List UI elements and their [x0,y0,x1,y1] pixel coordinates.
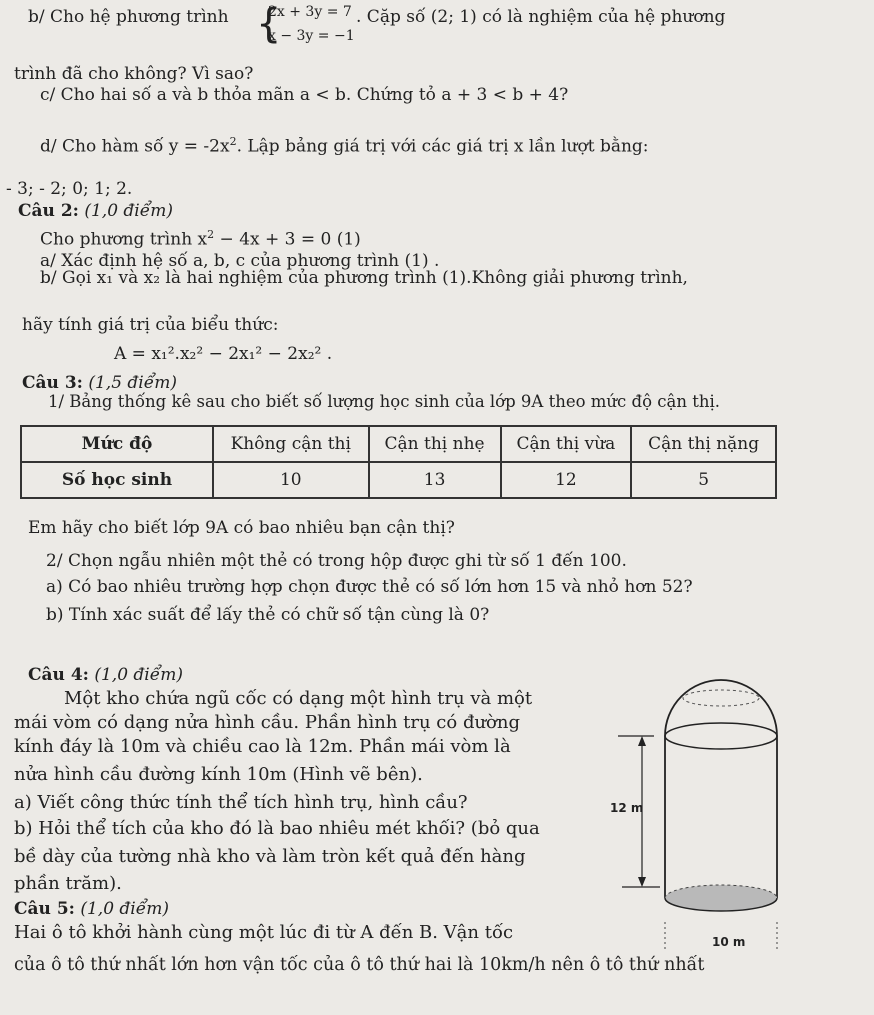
table-row-label: Số học sinh [21,462,213,498]
system-eq-1: 2x + 3y = 7 [268,4,352,20]
q3-line-5: b) Tính xác suất để lấy thẻ có chữ số tận cùng là 0? [46,605,490,625]
dome-arc [665,680,777,736]
q4-points: (1,0 điểm) [94,665,183,685]
q4-line-8: phần trăm). [14,873,122,894]
q2-line-1 [40,224,361,251]
bottom-ellipse-back [665,885,777,898]
system-eq-2: x − 3y = −1 [268,28,355,44]
q2-heading [18,200,173,222]
diameter-label: 10 m [712,935,746,949]
q5-line-2: của ô tô thứ nhất lớn hơn vận tốc của ô tô thứ hai là 10km/h nên ô tô thứ nhất [14,955,705,975]
table-cell: 5 [631,462,776,498]
q2-eq-b: − 4x + 3 = 0 (1) [214,229,361,250]
q1b-line-2: trình đã cho không? Vì sao? [14,64,254,84]
q2-line-3: b/ Gọi x₁ và x₂ là hai nghiệm của phương trình (1).Không giải phương trình, [40,268,688,288]
q3-line-3: 2/ Chọn ngẫu nhiên một thẻ có trong hộp được ghi từ số 1 đến 100. [46,551,627,571]
system-brace: { [256,1,282,47]
top-ellipse [665,723,777,749]
q3-title: Câu 3: [22,373,83,393]
table-header-cell: Cận thị nhẹ [369,426,501,462]
q2-eq-a: Cho phương trình x [40,229,208,250]
q1b-line-start: b/ Cho hệ phương trình [28,7,229,27]
height-arrow-head-bottom [638,877,646,887]
table-cell: 12 [501,462,632,498]
q5-heading [14,898,169,920]
q4-title: Câu 4: [28,665,89,685]
q1d-text-a: d/ Cho hàm số y = -2x [40,136,230,157]
q4-line-5: a) Viết công thức tính thể tích hình trụ, hình cầu? [14,792,468,813]
q5-line-1: Hai ô tô khởi hành cùng một lúc đi từ A đến B. Vận tốc [14,922,514,943]
q1b-line-end: . Cặp số (2; 1) có là nghiệm của hệ phương [356,7,726,27]
q2-points: (1,0 điểm) [84,201,173,221]
q3-line-2: Em hãy cho biết lớp 9A có bao nhiêu bạn cận thị? [28,518,455,538]
table-header-cell: Không cận thị [213,426,369,462]
q1c-line: c/ Cho hai số a và b thỏa mãn a < b. Chứng tỏ a + 3 < b + 4? [40,85,569,105]
silo-figure [590,660,810,950]
myopia-table [20,425,777,499]
q5-title: Câu 5: [14,899,75,919]
q3-line-1: 1/ Bảng thống kê sau cho biết số lượng học sinh của lớp 9A theo mức độ cận thị. [48,392,721,411]
dome-dash-ellipse [683,690,759,706]
q4-line-4: nửa hình cầu đường kính 10m (Hình vẽ bên). [14,764,423,785]
q3-points: (1,5 điểm) [88,373,177,393]
table-header-cell: Mức độ [21,426,213,462]
q1d-exponent: 2 [229,135,237,148]
q5-points: (1,0 điểm) [80,899,169,919]
q1d-text-b: . Lập bảng giá trị với các giá trị x lần lượt bằng: [236,136,649,157]
q4-line-7: bề dày của tường nhà kho và làm tròn kết quả đến hàng [14,846,526,867]
q2-title: Câu 2: [18,201,79,221]
table-row [21,462,776,498]
table-cell: 10 [213,462,369,498]
q2-line-2: a/ Xác định hệ số a, b, c của phương trình (1) . [40,251,440,271]
q4-line-2: mái vòm có dạng nửa hình cầu. Phần hình trụ có đường [14,712,521,733]
q3-line-4: a) Có bao nhiêu trường hợp chọn được thẻ có số lớn hơn 15 và nhỏ hơn 52? [46,577,693,597]
table-header-cell: Cận thị nặng [631,426,776,462]
height-arrow-head-top [638,736,646,746]
q4-heading [28,664,183,686]
q4-line-3: kính đáy là 10m và chiều cao là 12m. Phần mái vòm là [14,736,511,757]
table-header-cell: Cận thị vừa [501,426,632,462]
q2-expression: A = x₁².x₂² − 2x₁² − 2x₂² . [114,344,333,364]
q1d-values: - 3; - 2; 0; 1; 2. [6,179,133,199]
height-label: 12 m [610,801,644,815]
q1d-line [40,131,649,158]
table-cell: 13 [369,462,501,498]
q2-line-4: hãy tính giá trị của biểu thức: [22,315,279,335]
bottom-ellipse-front [665,898,777,911]
q4-line-1: Một kho chứa ngũ cốc có dạng một hình trụ và một [64,688,533,709]
q4-line-6: b) Hỏi thể tích của kho đó là bao nhiêu mét khối? (bỏ qua [14,818,540,839]
table-row [21,426,776,462]
q2-eq-exp: 2 [207,228,215,241]
